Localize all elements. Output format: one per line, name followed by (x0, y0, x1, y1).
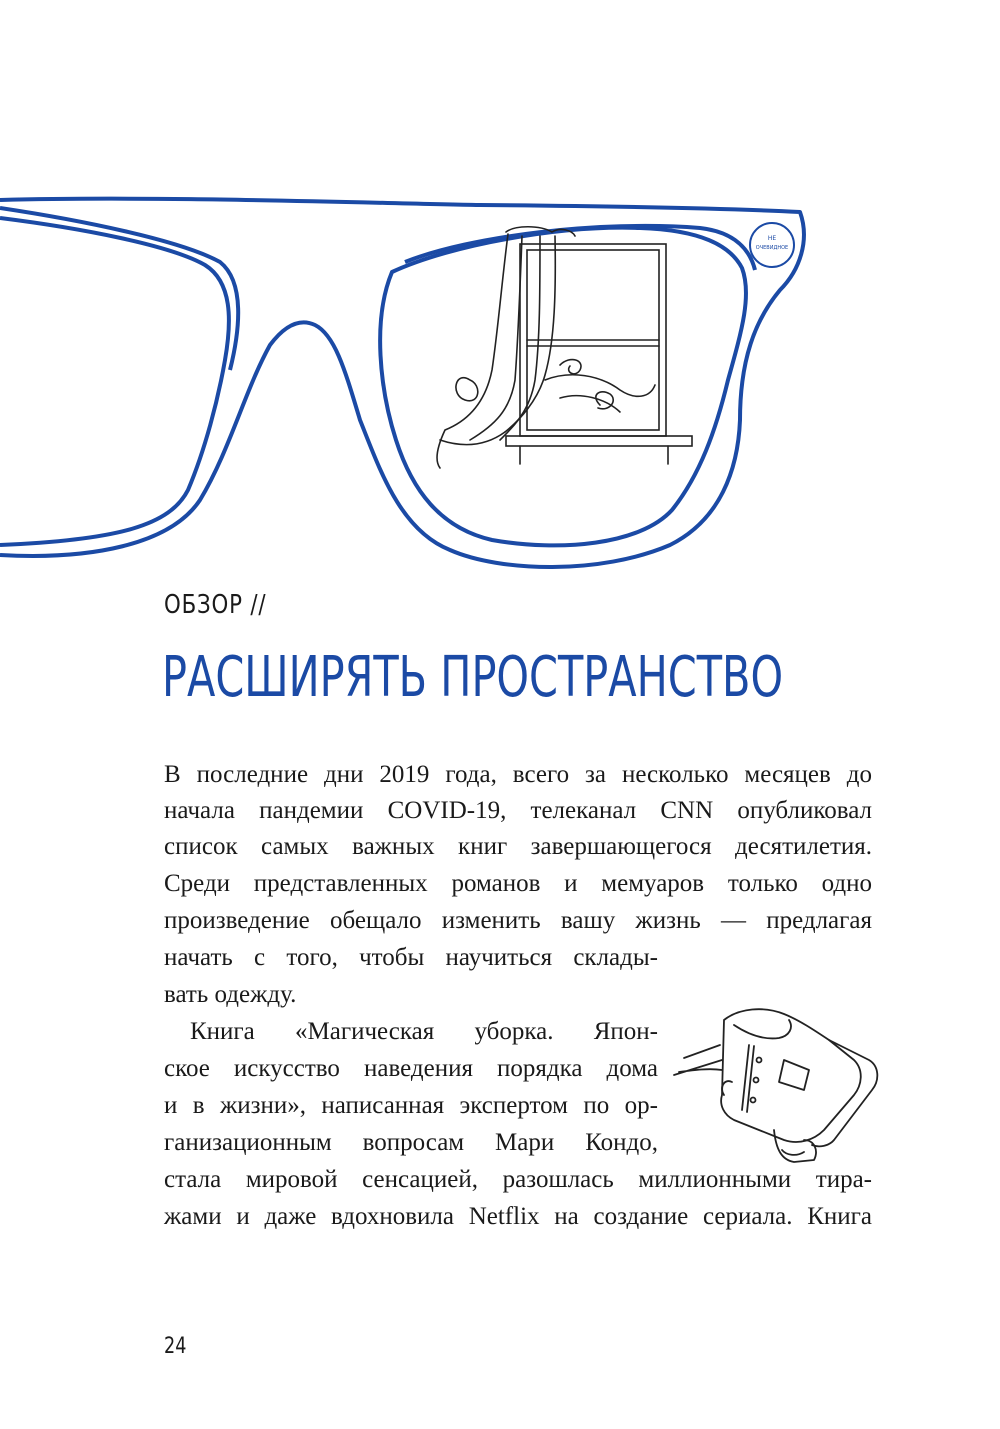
body-line: стала мировой сенсацией, разошлась миллионными тира- (164, 1166, 872, 1193)
glasses-frame (0, 199, 804, 567)
body-line: Среди представленных романов и мемуаров только одно (164, 870, 872, 897)
section-label: ОБЗОР // (164, 590, 267, 620)
body-line: жами и даже вдохновила Netflix на создание сериала. Книга (164, 1203, 872, 1230)
body-line: ское искусство наведения порядка дома (164, 1055, 658, 1082)
badge-line2: ОЧЕВИДНОЕ (755, 245, 789, 251)
body-line: начала пандемии COVID-19, телеканал CNN опубликовал (164, 797, 872, 824)
body-line: В последние дни 2019 года, всего за несколько месяцев до (164, 761, 872, 788)
page-title: РАСШИРЯТЬ ПРОСТРАНСТВО (162, 645, 784, 710)
glasses-illustration (0, 0, 1000, 600)
badge-line1: НЕ (767, 235, 777, 242)
body-line: ганизационным вопросам Мари Кондо, (164, 1129, 658, 1156)
brand-badge (750, 223, 794, 267)
body-line: начать с того, чтобы научиться склады- (164, 944, 658, 971)
body-line: Книга «Магическая уборка. Япон- (190, 1018, 658, 1045)
folded-shirt-illustration (664, 1000, 886, 1168)
body-line: произведение обещало изменить вашу жизнь — предлагая (164, 907, 872, 934)
window-drawing (437, 227, 692, 468)
body-line: вать одежду. (164, 981, 297, 1008)
body-line: список самых важных книг завершающегося десятилетия. (164, 833, 872, 860)
body-line: и в жизни», написанная экспертом по ор- (164, 1092, 658, 1119)
page-number: 24 (164, 1334, 187, 1359)
